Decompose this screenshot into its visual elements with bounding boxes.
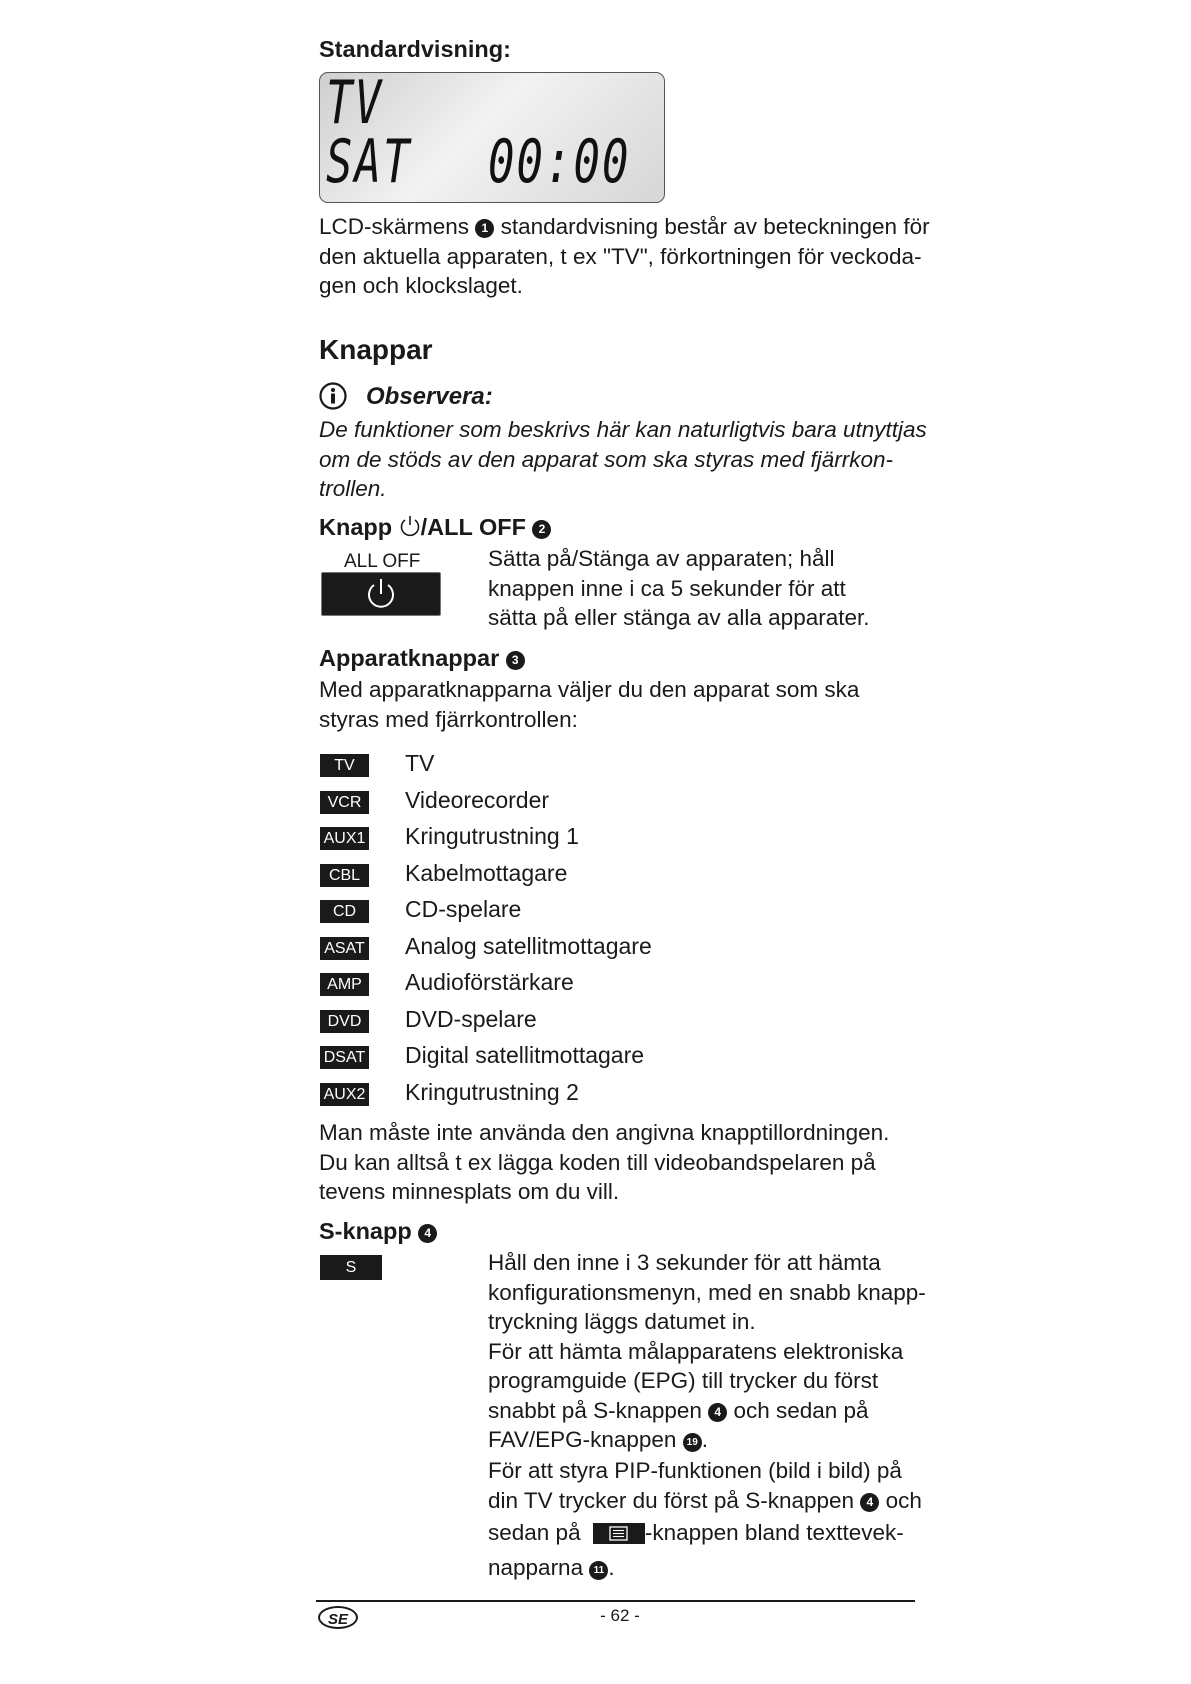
note-title: Observera: (366, 383, 493, 410)
note-line: om de stöds av den apparat som ska styras med fjärrkon- (319, 446, 894, 472)
desc-line: knappen inne i ca 5 sekunder för att (488, 575, 846, 601)
desc-line: Sätta på/Stänga av apparaten; håll (488, 546, 835, 571)
para-text: standardvisning består av beteckningen för (500, 214, 930, 239)
marker-2: 2 (532, 520, 551, 539)
lcd-line1: TV (326, 72, 383, 138)
alloff-description (488, 544, 928, 633)
device-key: VCR (320, 791, 369, 814)
device-key: DVD (320, 1010, 369, 1033)
desc-text: . (701, 1427, 708, 1452)
para-text: gen och klockslaget. (319, 273, 523, 298)
desc-line: För att hämta målapparatens elektroniska (488, 1338, 904, 1364)
heading-text: /ALL OFF (420, 514, 526, 540)
desc-text: FAV/EPG-knappen (488, 1427, 677, 1452)
marker-3: 3 (506, 651, 525, 670)
after-line: Du kan alltså t ex lägga koden till videobandspelaren på (319, 1149, 876, 1175)
list-item (319, 823, 879, 851)
heading-text: Knapp (319, 514, 393, 540)
devices-intro (319, 675, 939, 734)
desc-line: programguide (EPG) till trycker du först (488, 1368, 879, 1393)
device-name: Kringutrustning 1 (405, 823, 579, 849)
desc-line: sätta på eller stänga av alla apparater. (488, 605, 870, 630)
list-item (319, 1042, 879, 1070)
devices-heading (319, 645, 525, 672)
note-line: De funktioner som beskrivs här kan naturligtvis bara utnyttjas (319, 417, 927, 442)
heading-text: S-knapp (319, 1218, 412, 1244)
device-name: TV (405, 750, 435, 776)
desc-text: och sedan på (733, 1397, 869, 1423)
lcd-display (319, 72, 665, 203)
list-item (319, 1006, 879, 1034)
device-key: TV (320, 754, 369, 777)
marker-1: 1 (475, 219, 494, 238)
desc-line: Håll den inne i 3 sekunder för att hämta (488, 1250, 881, 1275)
standard-paragraph (319, 212, 939, 301)
alloff-heading (319, 514, 551, 544)
device-name: Digital satellitmottagare (405, 1042, 645, 1068)
power-icon (399, 514, 421, 544)
list-item (319, 787, 879, 815)
device-key: ASAT (320, 937, 369, 960)
alloff-key-label: ALL OFF (344, 551, 421, 572)
list-item (319, 860, 879, 888)
device-name: Kabelmottagare (405, 859, 568, 886)
desc-line: tryckning läggs datumet in. (488, 1309, 756, 1334)
device-name: Audioförstärkare (405, 969, 574, 995)
desc-text: din TV trycker du först på S-knappen (488, 1488, 855, 1513)
desc-text: snabbt på S-knappen (488, 1397, 702, 1423)
page-number: - 62 - (600, 1606, 640, 1625)
s-key: S (320, 1255, 382, 1280)
device-name: CD-spelare (405, 896, 522, 922)
marker-19: 19 (683, 1433, 702, 1452)
device-key: CBL (320, 864, 369, 887)
device-key: CD (320, 900, 369, 923)
teletext-key-icon (593, 1522, 645, 1552)
para-text: den aktuella apparaten, t ex "TV", förkortningen för veckoda- (319, 243, 922, 269)
device-name: Videorecorder (405, 786, 550, 813)
device-key: AUX1 (320, 827, 369, 850)
list-item (319, 933, 879, 961)
devices-after-text (319, 1118, 939, 1207)
para-text: LCD-skärmens (319, 214, 470, 239)
intro-line: styras med fjärrkontrollen: (319, 706, 578, 732)
sknapp-heading (319, 1218, 437, 1245)
marker-11: 11 (589, 1561, 608, 1580)
after-line: Man måste inte använda den angivna knapptillordningen. (319, 1120, 890, 1145)
list-item (319, 896, 879, 924)
desc-text: . (608, 1555, 615, 1580)
country-badge: SE (318, 1606, 358, 1629)
alloff-key (321, 572, 441, 616)
power-icon (322, 573, 440, 615)
device-key: AMP (320, 973, 369, 996)
after-line: tevens minnesplats om du vill. (319, 1179, 620, 1204)
heading-text: Apparatknappar (319, 645, 500, 671)
desc-text: -knappen bland texttevek- (644, 1519, 904, 1545)
device-name: DVD-spelare (405, 1005, 537, 1032)
desc-line: konfigurationsmenyn, med en snabb knapp- (488, 1279, 926, 1305)
lcd-time: 00:00 (488, 128, 631, 197)
desc-text: och (885, 1488, 922, 1513)
standard-heading: Standardvisning: (319, 36, 511, 62)
marker-4: 4 (418, 1224, 437, 1243)
device-key: DSAT (320, 1046, 369, 1069)
section-title: Knappar (319, 334, 433, 365)
info-icon (319, 382, 347, 415)
note-text (319, 415, 939, 504)
footer-rule (316, 1600, 915, 1602)
device-key: AUX2 (320, 1083, 369, 1106)
sknapp-description (488, 1248, 938, 1583)
list-item (319, 1079, 879, 1107)
list-item (319, 969, 879, 997)
device-name: Kringutrustning 2 (405, 1078, 579, 1105)
desc-text: sedan på (488, 1519, 581, 1545)
desc-line: För att styra PIP-funktionen (bild i bild) på (488, 1457, 902, 1483)
lcd-day: SAT (326, 128, 412, 197)
device-name: Analog satellitmottagare (405, 932, 652, 959)
intro-line: Med apparatknapparna väljer du den apparat som ska (319, 677, 860, 702)
marker-4: 4 (708, 1403, 727, 1422)
list-item (319, 750, 879, 778)
note-line: trollen. (319, 476, 387, 501)
marker-4: 4 (860, 1493, 879, 1512)
desc-text: napparna (488, 1555, 584, 1580)
